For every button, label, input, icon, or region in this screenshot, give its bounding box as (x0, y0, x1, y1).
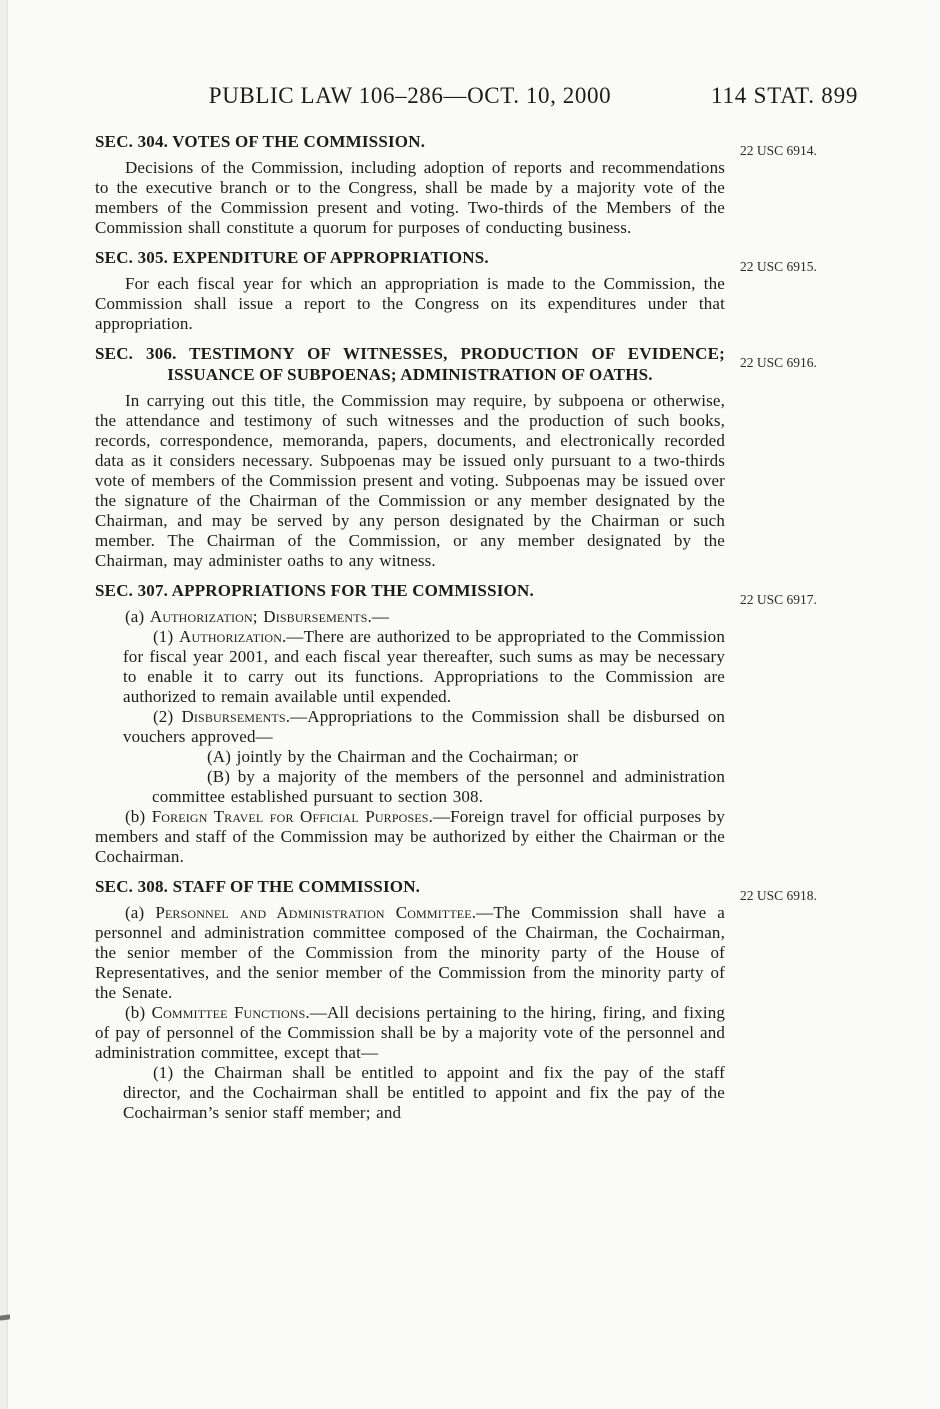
paragraph-text: For each fiscal year for which an appropriation is made to the Commission, the Commission shall issue a report to the Congress on its expenditures under that appropriation. (95, 274, 725, 333)
statute-sections (95, 122, 817, 1123)
paragraph-text: The Commission shall have a personnel and administration committee composed of the Chairman, the Cochairman, the senior member of the Commission from the minority party of the House of Representatives, and the senior member of the Commission from the minority party of the Senate. (95, 903, 725, 1002)
section-heading (95, 876, 725, 897)
paragraph-text: (a) (125, 903, 156, 922)
statute-section (95, 580, 817, 867)
small-caps-run-in-heading: Authorization.— (179, 627, 304, 646)
statute-paragraph (95, 607, 725, 627)
statute-paragraph (95, 274, 725, 334)
statute-paragraph (95, 903, 725, 1003)
statute-section (95, 247, 817, 334)
running-header-law-title: PUBLIC LAW 106–286—OCT. 10, 2000 (208, 83, 612, 108)
paragraph-text: (1) (153, 627, 180, 646)
small-caps-run-in-heading: Personnel and Administration Committee.— (155, 903, 494, 922)
section-heading (95, 247, 725, 268)
section-heading (95, 131, 725, 152)
small-caps-run-in-heading: Foreign Travel for Official Purposes.— (151, 807, 451, 826)
statute-paragraph (95, 391, 725, 571)
paragraph-text: (2) (153, 707, 182, 726)
scan-page-edge (0, 0, 8, 1409)
statute-paragraph (152, 767, 725, 807)
usc-citation-margin-note: 22 USC 6918. (740, 888, 817, 903)
paragraph-text: (b) (125, 1003, 152, 1022)
section-heading-line: SEC. 304. VOTES OF THE COMMISSION. (95, 132, 426, 151)
section-heading-line: SEC. 306. TESTIMONY OF WITNESSES, PRODUCTION OF EVIDENCE; (95, 344, 725, 363)
paragraph-text: In carrying out this title, the Commission may require, by subpoena or otherwise, the attendance and testimony of such witnesses and the production of such books, records, correspondence, memoranda, papers, documents, and electronically recorded data as it considers necessary. Subpoenas may be issued only pursuant to a two-thirds vote of members of the Commission present and voting. Subpoenas may be issued over the signature of the Chairman of the Commission or any member designated by the Chairman, and may be served by any person designated by the Chairman or such member. The Chairman of the Commission, or any member designated by the Chairman, may administer oaths to any witness. (95, 391, 725, 570)
paragraph-text: (b) (125, 807, 152, 826)
section-heading-line: ISSUANCE OF SUBPOENAS; ADMINISTRATION OF OATHS. (167, 365, 653, 384)
section-heading (95, 343, 725, 385)
statute-section (95, 131, 817, 238)
paragraph-text: Decisions of the Commission, including adoption of reports and recommendations to the executive branch or to the Congress, shall be made by a majority vote of the members of the Commission present and voting. Two-thirds of the Members of the Commission shall constitute a quorum for purposes of conducting business. (95, 158, 725, 237)
small-caps-run-in-heading: Authorization; Disbursements.— (149, 607, 390, 626)
paragraph-text: (A) jointly by the Chairman and the Cochairman; or (207, 747, 579, 766)
section-heading-line: SEC. 308. STAFF OF THE COMMISSION. (95, 877, 421, 896)
statute-paragraph (95, 1003, 725, 1063)
running-header-stat-page-number: 114 STAT. 899 (711, 83, 859, 108)
paragraph-text: (B) by a majority of the members of the personnel and administration committee established pursuant to section 308. (152, 767, 725, 806)
paragraph-text: All decisions pertaining to the hiring, firing, and fixing of pay of personnel of the Commission shall be by a majority vote of the personnel and administration committee, except that— (95, 1003, 726, 1062)
usc-citation-margin-note: 22 USC 6915. (740, 259, 817, 274)
usc-citation-margin-note: 22 USC 6917. (740, 592, 817, 607)
usc-citation-margin-note: 22 USC 6914. (740, 143, 817, 158)
statute-paragraph (123, 1063, 725, 1123)
usc-citation-margin-note: 22 USC 6916. (740, 355, 817, 370)
statute-paragraph (123, 627, 725, 707)
small-caps-run-in-heading: Committee Functions.— (151, 1003, 327, 1022)
statute-paragraph (95, 158, 725, 238)
statute-paragraph (95, 807, 725, 867)
section-heading-line: SEC. 307. APPROPRIATIONS FOR THE COMMISSION. (95, 581, 534, 600)
statute-section (95, 343, 817, 571)
paragraph-text: (a) (125, 607, 150, 626)
paragraph-text: Appropriations to the Commission shall be disbursed on vouchers approved— (123, 707, 725, 746)
statute-paragraph (152, 747, 725, 767)
paragraph-text: There are authorized to be appropriated to the Commission for fiscal year 2001, and each fiscal year thereafter, such sums as may be necessary to enable it to carry out its functions. Appropriations to the Commission are authorized to remain available until expended. (123, 627, 725, 706)
scan-artifact-mark (0, 1314, 10, 1320)
section-heading-line: SEC. 305. EXPENDITURE OF APPROPRIATIONS. (95, 248, 489, 267)
statute-section (95, 876, 817, 1123)
section-heading (95, 580, 725, 601)
paragraph-text: (1) the Chairman shall be entitled to appoint and fix the pay of the staff director, and the Cochairman shall be entitled to appoint and fix the pay of the Cochairman’s senior staff member; and (123, 1063, 725, 1122)
statute-paragraph (123, 707, 725, 747)
paragraph-text: Foreign travel for official purposes by members and staff of the Commission may be authorized by either the Chairman or the Cochairman. (95, 807, 726, 866)
small-caps-run-in-heading: Disbursements.— (181, 707, 308, 726)
